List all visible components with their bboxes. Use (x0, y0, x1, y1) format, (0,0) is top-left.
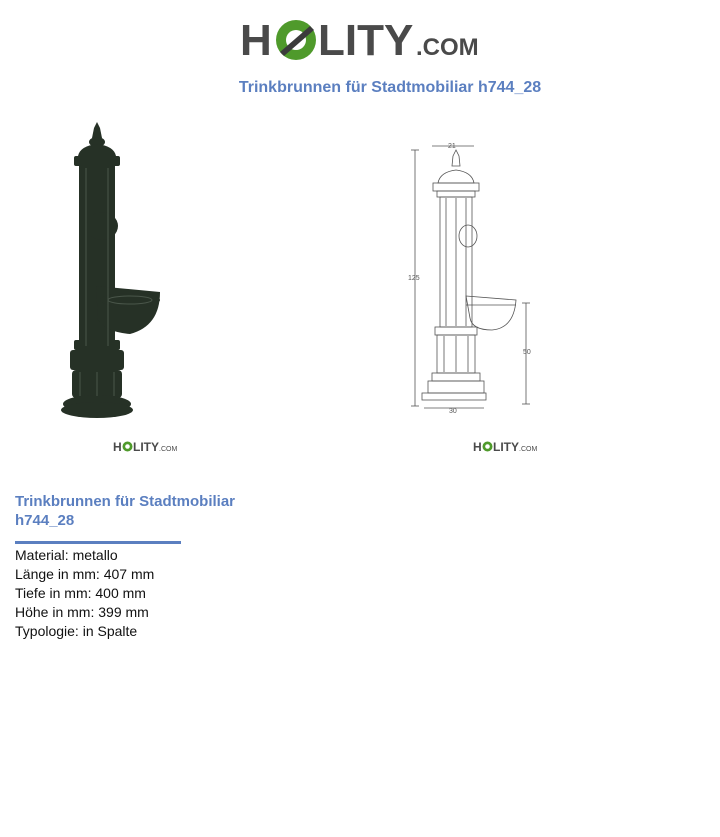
dimension-bottom: 30 (449, 408, 457, 415)
holity-logo[interactable] (240, 12, 485, 68)
spec-list (15, 546, 154, 641)
title-divider (15, 541, 181, 544)
svg-text:H: H (113, 440, 122, 454)
logo-letter-h: H (240, 16, 272, 65)
fountain-photo (50, 120, 180, 425)
logo-letters: LITY (318, 16, 414, 65)
svg-text:H: H (473, 440, 482, 454)
logo-o-icon (276, 20, 316, 60)
svg-text:LITY: LITY (133, 440, 159, 454)
spec-height: Höhe in mm: 399 mm (15, 604, 149, 620)
dimension-top: 21 (448, 143, 456, 150)
svg-text:.COM: .COM (159, 446, 178, 453)
technical-drawing (400, 138, 540, 416)
spec-typology: Typologie: in Spalte (15, 623, 138, 639)
logo-suffix: .COM (416, 34, 479, 61)
spec-material: Material: metallo (15, 547, 118, 563)
product-title: Trinkbrunnen für Stadtmobiliar h744_28 (15, 493, 236, 529)
dimension-bowl: 50 (523, 349, 531, 356)
page-title: Trinkbrunnen für Stadtmobiliar h744_28 (238, 79, 542, 96)
holity-logo-small (113, 438, 179, 456)
holity-logo-small (473, 438, 539, 456)
spec-length: Länge in mm: 407 mm (15, 566, 155, 582)
dimension-height: 125 (408, 275, 420, 282)
spec-depth: Tiefe in mm: 400 mm (15, 585, 146, 601)
svg-text:LITY: LITY (493, 440, 519, 454)
svg-text:.COM: .COM (519, 446, 538, 453)
